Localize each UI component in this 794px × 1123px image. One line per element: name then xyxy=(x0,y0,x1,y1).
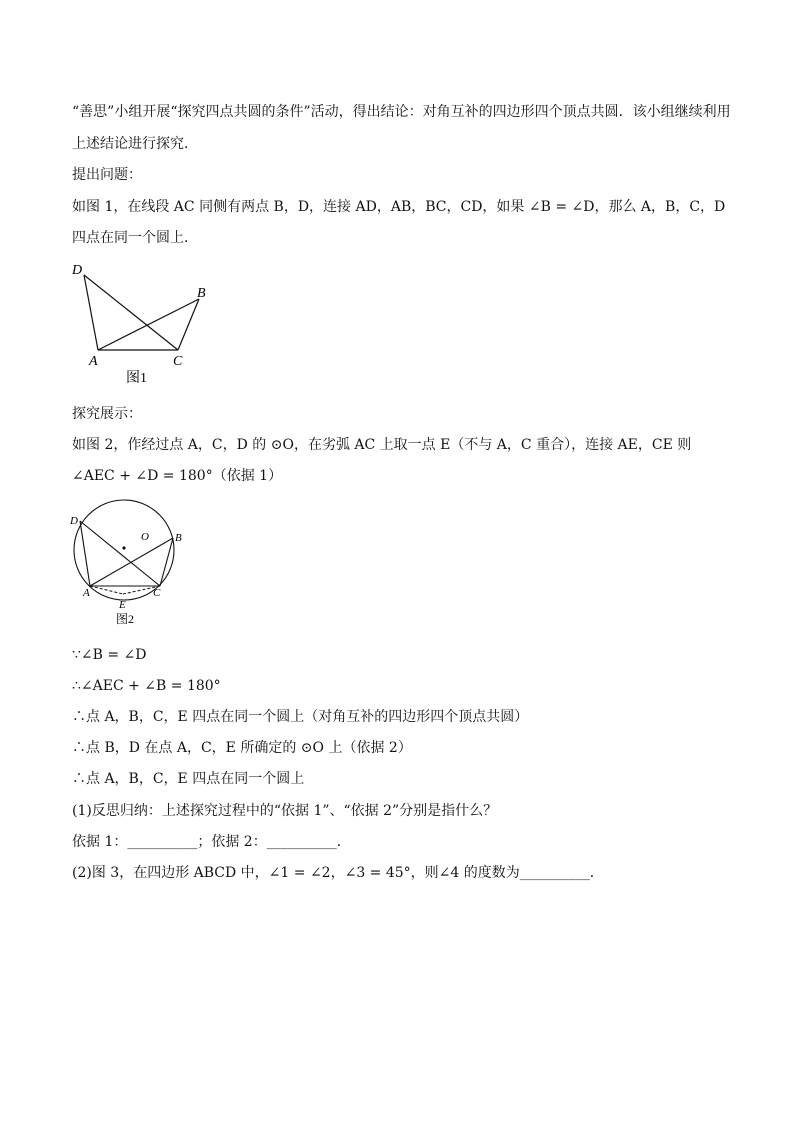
fig2-caption: 图2 xyxy=(116,612,135,626)
fig1-label-a: A xyxy=(89,354,98,369)
question-1-answer-blanks: 依据 1：__________；依据 2：__________． xyxy=(72,834,351,850)
intro-line-2: 上述结论进行探究． xyxy=(72,136,198,152)
heading-exploration: 探究展示： xyxy=(72,406,142,422)
fig2-label-e: E xyxy=(119,599,126,611)
fig2-label-b: B xyxy=(175,532,182,544)
problem-line-2: 四点在同一个圆上． xyxy=(72,230,198,246)
segment-cb xyxy=(160,538,173,586)
problem-line-1: 如图 1，在线段 AC 同侧有两点 B，D，连接 AD，AB，BC，CD，如果 ∠B = ∠D，那么 A，B，C，D xyxy=(72,199,726,215)
segment-da xyxy=(84,275,98,350)
exploration-line-1: 如图 2，作经过点 A，C，D 的 ⊙O，在劣弧 AC 上取一点 E（不与 A，C 重合），连接 AE，CE 则 xyxy=(72,437,692,453)
heading-pose-question: 提出问题： xyxy=(72,167,142,183)
segment-ab xyxy=(90,538,173,586)
segment-ab xyxy=(98,299,199,350)
fig2-label-o: O xyxy=(141,531,149,543)
intro-line-1: “善思”小组开展“探究四点共圆的条件”活动，得出结论：对角互补的四边形四个顶点共圆．该小组继续利用 xyxy=(72,104,731,120)
step-3: ∴点 A，B，C，E 四点在同一个圆上（对角互补的四边形四个顶点共圆） xyxy=(72,709,529,725)
fig1-label-d: D xyxy=(72,263,83,278)
fig1-label-c: C xyxy=(173,354,183,369)
question-1: (1)反思归纳：上述探究过程中的“依据 1”、“依据 2”分别是指什么？ xyxy=(72,803,498,819)
step-5: ∴点 A，B，C，E 四点在同一个圆上 xyxy=(72,771,305,787)
fig1-caption: 图1 xyxy=(126,371,147,386)
question-2: (2)图 3，在四边形 ABCD 中，∠1 = ∠2，∠3 = 45°，则∠4 的度数为__________． xyxy=(72,865,604,881)
fig1-label-b: B xyxy=(197,286,206,301)
center-o-point xyxy=(122,546,125,549)
step-1: ∵∠B = ∠D xyxy=(72,647,147,663)
segment-ae xyxy=(90,586,123,594)
exploration-line-2: ∠AEC + ∠D = 180°（依据 1） xyxy=(72,468,283,484)
segment-cb xyxy=(178,299,199,350)
figure-2 xyxy=(66,495,196,630)
fig2-label-a: A xyxy=(83,587,90,599)
step-4: ∴点 B，D 在点 A，C，E 所确定的 ⊙O 上（依据 2） xyxy=(72,740,412,756)
figure-1 xyxy=(66,258,226,388)
segment-dc xyxy=(84,275,178,350)
fig2-label-c: C xyxy=(153,587,161,599)
fig2-label-d: D xyxy=(70,515,78,527)
step-2: ∴∠AEC + ∠B = 180° xyxy=(72,678,221,694)
